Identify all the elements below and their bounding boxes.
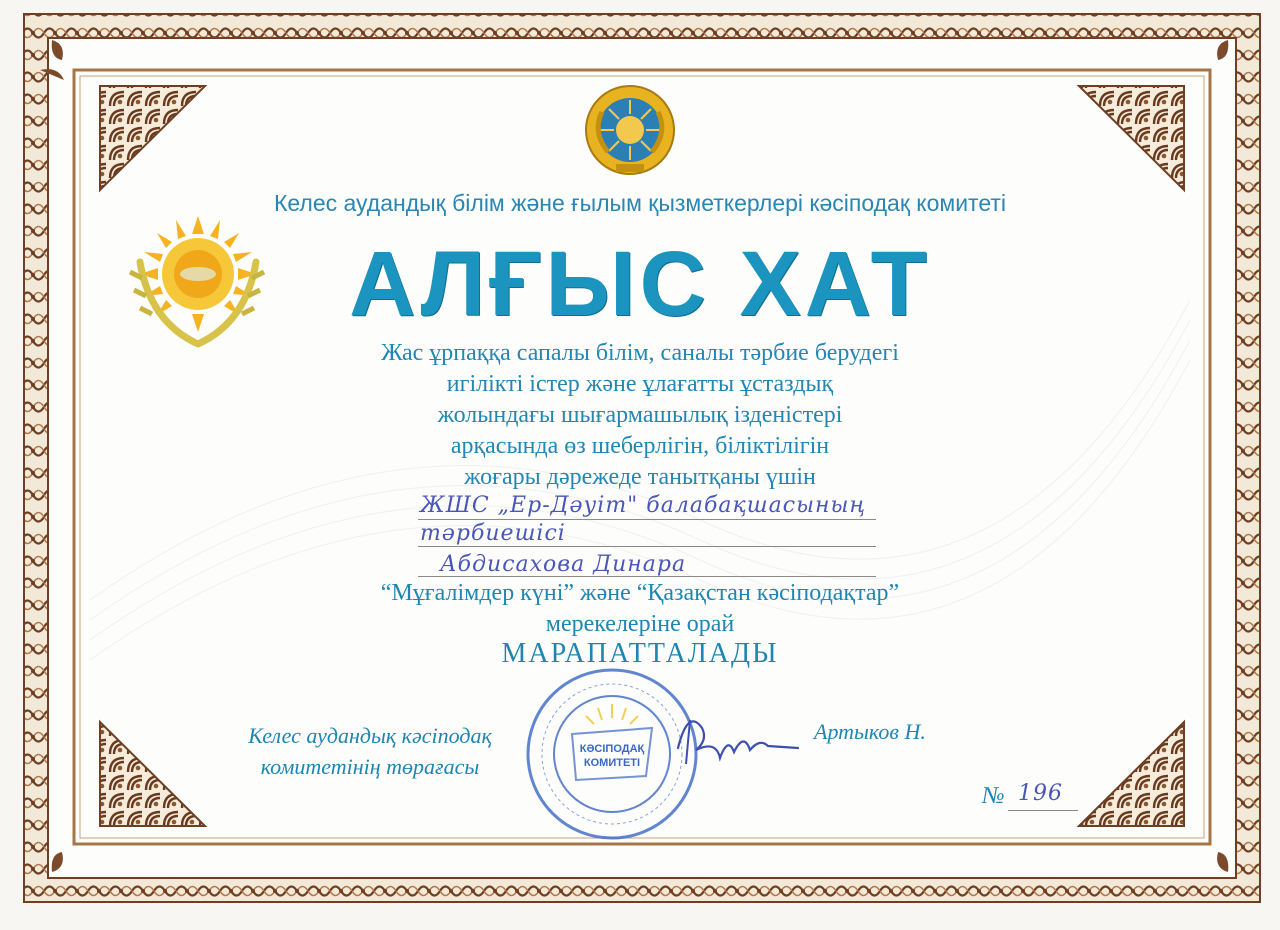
occasion-line-1: “Мұғалімдер күні” және “Қазақстан кәсіподақтар”	[380, 580, 900, 606]
stamp-center-line2: КОМИТЕТІ	[583, 757, 641, 769]
citation-line-5: жоғары дәрежеде танытқаны үшін	[464, 464, 816, 490]
citation-line-3: жолындағы шығармашылық ізденістері	[437, 402, 843, 428]
committee-heading: Келес аудандық білім және ғылым қызметкерлері кәсіподақ комитеті	[274, 190, 1006, 216]
recipient-underline-1	[418, 519, 876, 520]
chairman-title-line-1: Келес аудандық кәсіподақ	[248, 723, 492, 748]
recipient-line-1: ЖШС „Ер-Дәуіт" балабақшасының	[420, 493, 867, 518]
recipient-line-2: тәрбиешісі	[420, 521, 566, 546]
chairman-title-line-2: комитетінің төрағасы	[260, 754, 480, 779]
certificate-title: АЛҒЫС ХАТ	[349, 233, 931, 335]
citation-line-1: Жас ұрпаққа сапалы білім, саналы тәрбие берудегі	[381, 340, 899, 366]
recipient-name: Абдисахова Динара	[440, 552, 687, 577]
certificate-number: 196	[1018, 781, 1063, 806]
signer-name: Артыков Н.	[814, 719, 926, 744]
chairman-title	[210, 720, 530, 782]
recipient-underline-2	[418, 546, 876, 547]
number-underline	[1008, 810, 1078, 811]
certificate-number-label: №	[982, 783, 1005, 809]
award-word: МАРАПАТТАЛАДЫ	[501, 638, 779, 669]
citation-line-4: арқасында өз шеберлігін, біліктілігін	[450, 433, 830, 459]
citation-line-2: игілікті істер және ұлағатты ұстаздық	[446, 371, 834, 397]
citation-text	[0, 338, 1280, 493]
stamp-center-line1: КӘСІПОДАҚ	[579, 743, 645, 755]
occasion-text	[0, 578, 1280, 640]
occasion-line-2: мерекелеріне орай	[545, 611, 735, 637]
